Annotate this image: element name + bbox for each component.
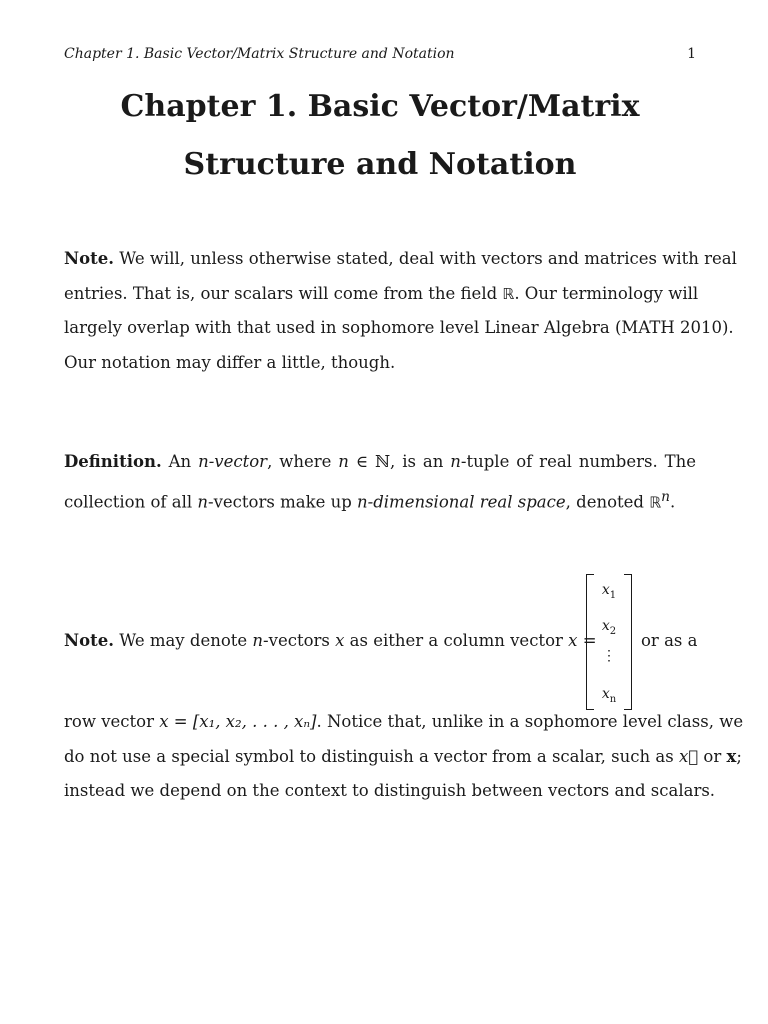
field-symbol: ℝ (502, 284, 515, 303)
note2-label: Note. (64, 631, 114, 650)
note2-lead1: We may denote (119, 631, 253, 650)
note2-line2a: row vector (64, 712, 160, 731)
note2-line2c: . Notice that, unlike in a sophomore level class, we (316, 712, 744, 731)
column-vector-matrix (586, 574, 632, 712)
def-exponent: n (661, 488, 670, 505)
def-t3: , where (267, 452, 339, 471)
matrix-entry-n (586, 686, 632, 705)
note2-line-4: instead we depend on the context to distinguish between vectors and scalars. (64, 781, 716, 800)
definition-line-2 (64, 480, 696, 520)
definition-label: Definition. (64, 452, 162, 471)
row-vector-expression: x = [x₁, x₂, . . . , xₙ] (159, 712, 317, 731)
matrix-entry-2 (586, 618, 632, 637)
entry-1-sub: 1 (609, 589, 617, 601)
note1-text-2a: entries. That is, our scalars will come from the field (64, 283, 503, 303)
entry-1-var: x (601, 582, 610, 598)
definition-line-1 (64, 445, 696, 480)
def-t4: n (338, 452, 349, 471)
note1-line-1 (64, 242, 737, 277)
page-number: 1 (687, 46, 696, 62)
matrix-entry-1 (586, 582, 632, 601)
note1-text-1: We will, unless otherwise stated, deal with vectors and matrices with real (119, 249, 737, 268)
note2-lead-line (64, 624, 597, 659)
chapter-title-line1: Chapter 1. Basic Vector/Matrix (120, 89, 640, 124)
chapter-title-line2: Structure and Notation (183, 147, 577, 182)
definition-paragraph (64, 445, 696, 520)
note2-line-2 (64, 705, 744, 740)
note2-line3e: ; (736, 746, 742, 766)
def-term-n-vector: n-vector (198, 452, 268, 471)
note1-line-3: largely overlap with that used in sophomore level Linear Algebra (MATH 2010). (64, 318, 734, 337)
def-t5: ∈ ℕ, is an (348, 452, 451, 471)
def-t1: An (168, 452, 199, 471)
note2-lead3: -vectors (263, 631, 336, 650)
def-t9: n (197, 492, 209, 511)
note2-lead5: as either a column vector (344, 631, 569, 650)
running-header (64, 46, 696, 62)
running-title: Chapter 1. Basic Vector/Matrix Structure and Notation (64, 46, 455, 62)
bold-vector-symbol: x (726, 746, 737, 766)
def-t10: -vectors make up (208, 492, 358, 511)
note2-lead6: x (568, 631, 578, 650)
note1-text-2b: . Our terminology will (514, 283, 699, 303)
def-t6: n (450, 452, 461, 471)
def-t12: , denoted (565, 492, 650, 511)
page (64, 0, 744, 1024)
def-term-real-space: n-dimensional real space (357, 492, 566, 511)
entry-n-sub: n (609, 693, 617, 705)
def-t7: -tuple of real numbers. The (460, 452, 696, 471)
note2-trailing-text: or as a (641, 631, 698, 650)
note2-line3c: or (698, 746, 727, 766)
def-t8: collection of all (64, 492, 198, 511)
note2-line3a: do not use a special symbol to distinguish a vector from a scalar, such as (64, 746, 679, 766)
note2-line-3 (64, 740, 742, 775)
matrix-entry-vdots: ⋮ (602, 648, 616, 664)
note1-line-2 (64, 277, 699, 312)
entry-2-var: x (601, 618, 610, 634)
note1-line-4: Our notation may differ a little, though. (64, 352, 396, 372)
entry-n-var: x (601, 686, 610, 702)
arrow-vector-symbol: x⃗ (678, 746, 699, 766)
note2-lead2: n (252, 631, 264, 650)
chapter-title (64, 78, 696, 194)
note2-lead7: = (577, 631, 597, 650)
note-paragraph-1 (64, 242, 737, 380)
note-label: Note. (64, 249, 114, 268)
note2-paragraph-rest (64, 705, 744, 809)
note2-lead4: x (335, 631, 345, 650)
entry-2-sub: 2 (609, 625, 617, 637)
def-real-symbol: ℝ (649, 493, 662, 511)
def-t15: . (670, 492, 676, 511)
